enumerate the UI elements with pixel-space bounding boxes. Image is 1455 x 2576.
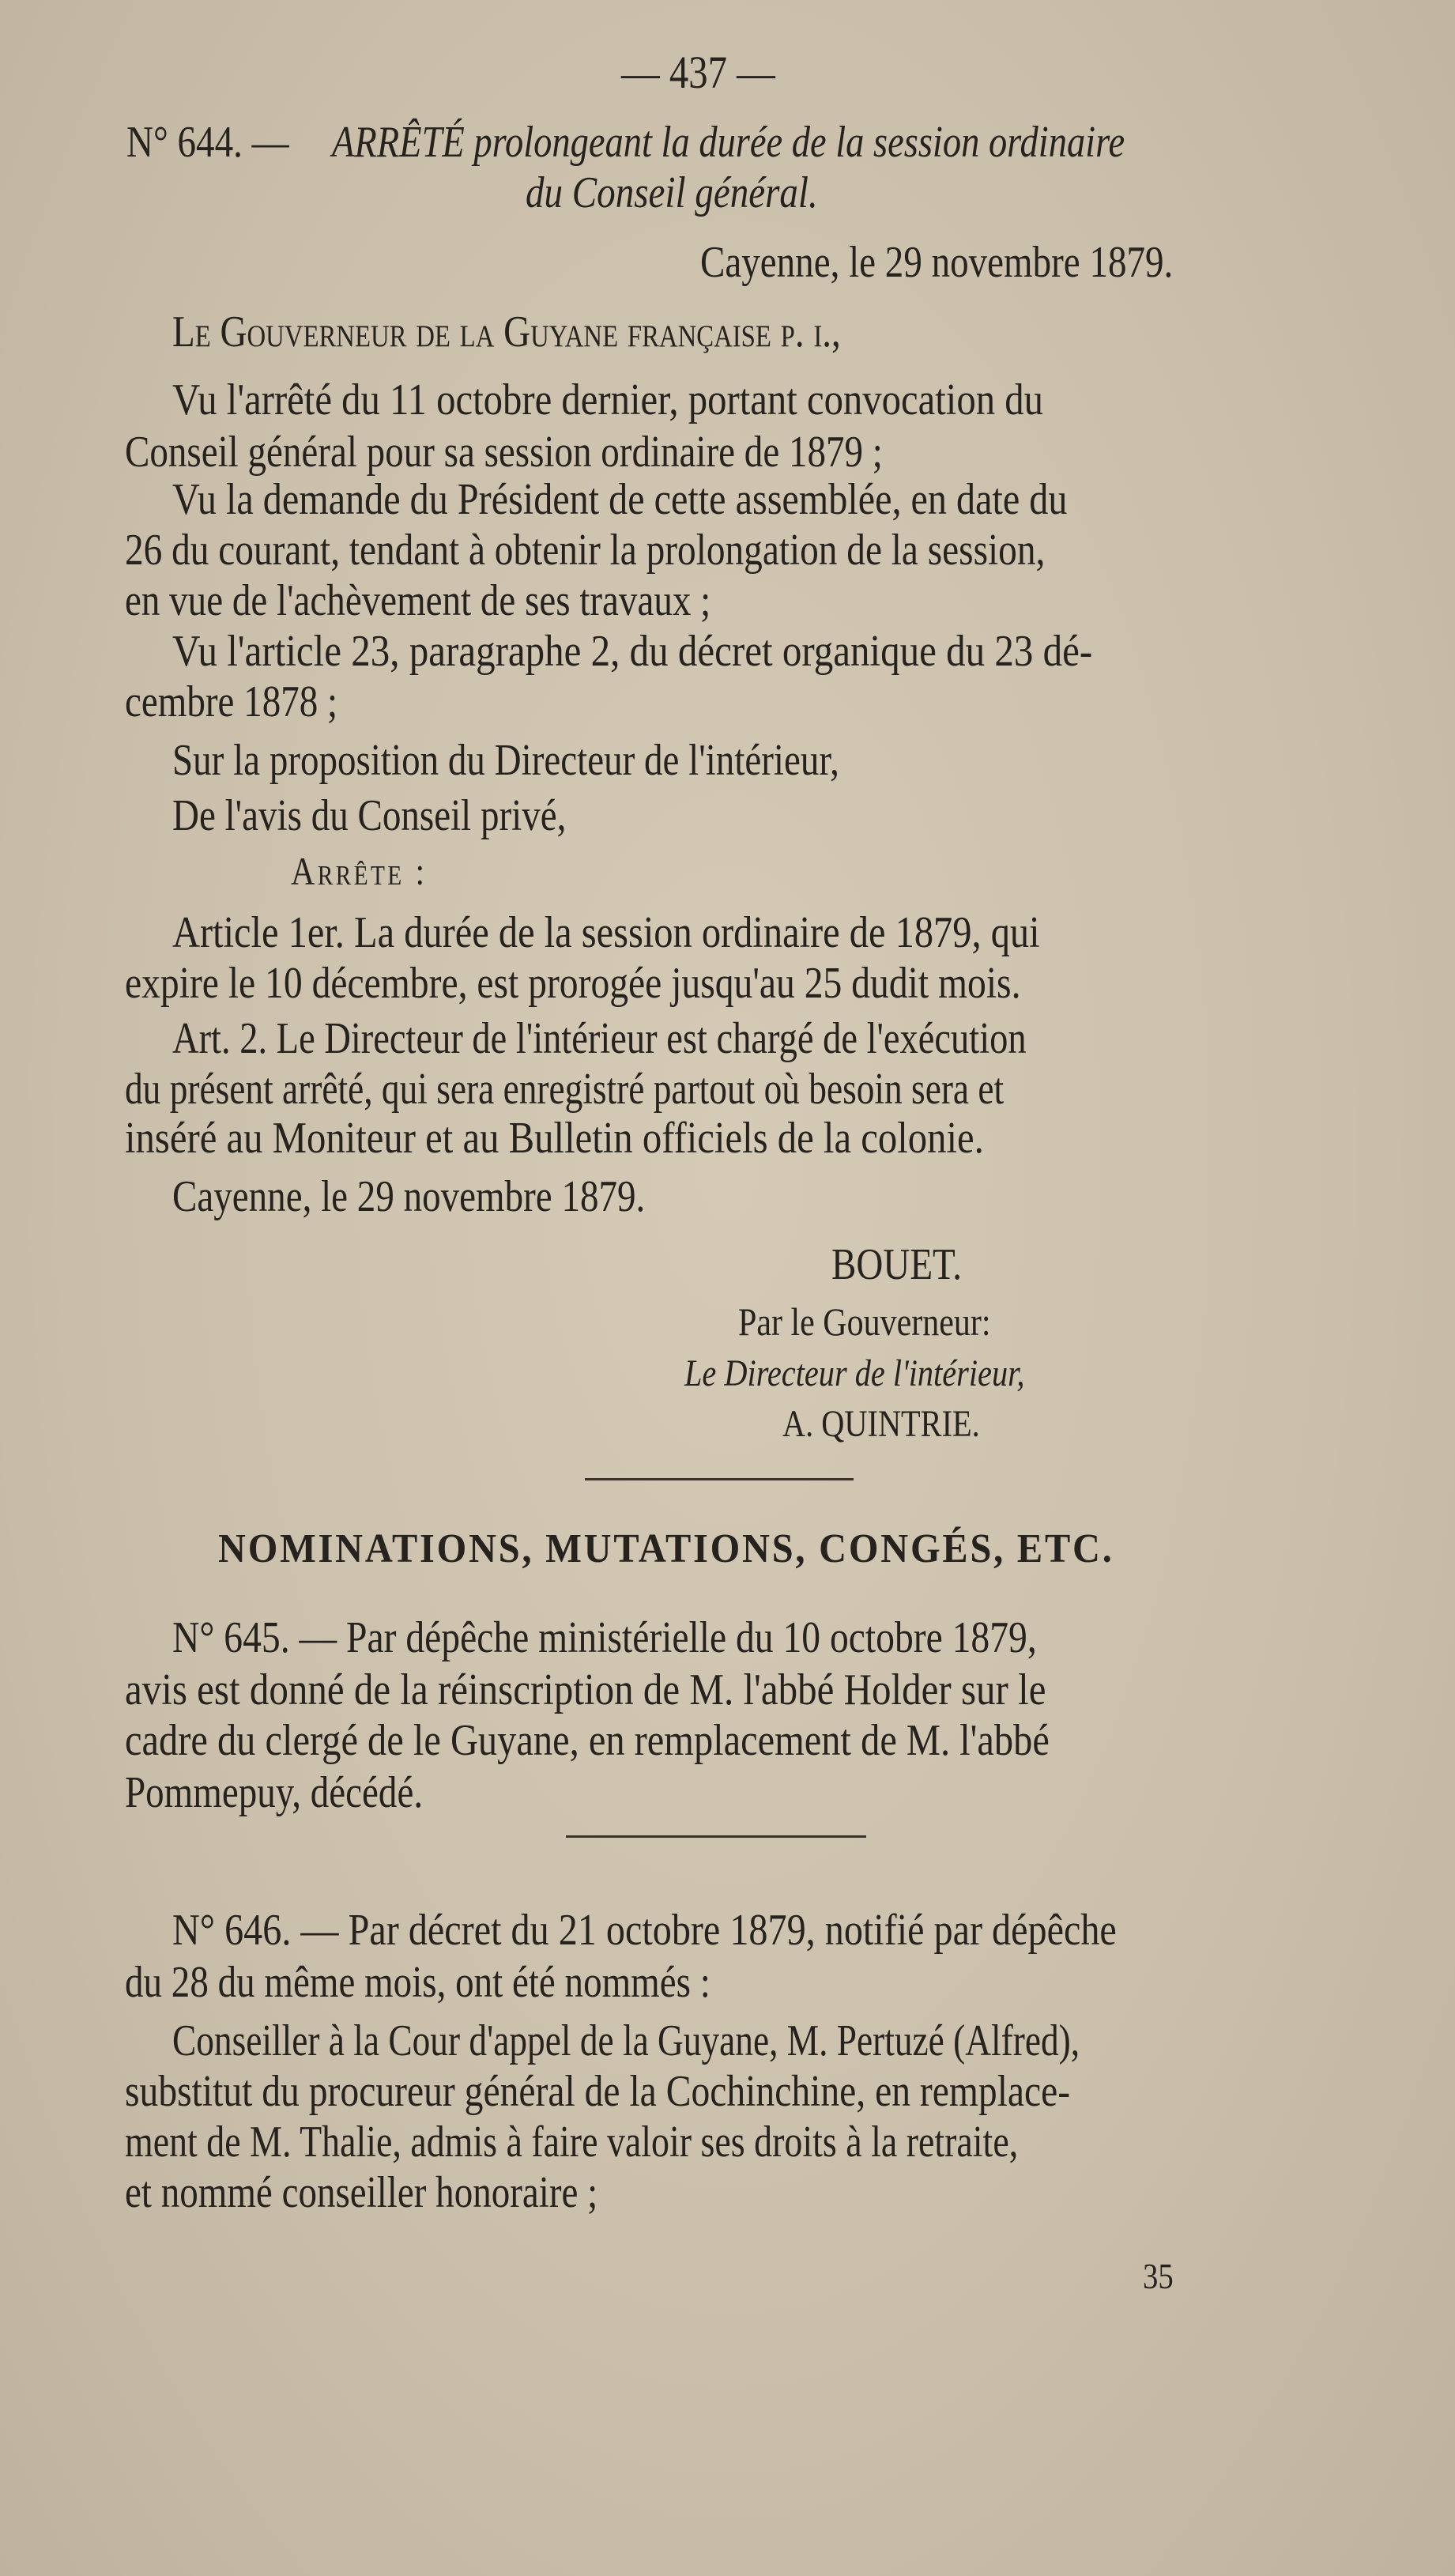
vu-line-5: en vue de l'achèvement de ses travaux ; — [125, 576, 711, 625]
signature: BOUET. — [831, 1240, 963, 1289]
arrete-title-line-1: ARRÊTÉ prolongeant la durée de la session ordinaire — [332, 118, 1125, 167]
n646-line-4: substitut du procureur général de la Cochinchine, en remplace- — [125, 2067, 1071, 2116]
arrete-number-text: N° 644. — — [126, 118, 289, 167]
section-divider-2 — [566, 1835, 866, 1838]
signature-mark: 35 — [1143, 2256, 1174, 2296]
vu-line-7: cembre 1878 ; — [125, 677, 338, 726]
n646-line-1: N° 646. — Par décret du 21 octobre 1879, notifié par dépêche — [172, 1906, 1117, 1955]
gouverneur-line: Le Gouverneur de la Guyane française p. i., — [172, 307, 841, 356]
n645-line-3: cadre du clergé de le Guyane, en remplacement de M. l'abbé — [125, 1716, 1050, 1765]
arrete-dateline: Cayenne, le 29 novembre 1879. — [700, 238, 1174, 287]
arrete-label: Arrête : — [291, 849, 428, 893]
n646-line-5: ment de M. Thalie, admis à faire valoir ses droits à la retraite, — [125, 2118, 1019, 2167]
n645-line-1: N° 645. — Par dépêche ministérielle du 10 octobre 1879, — [172, 1613, 1037, 1662]
article-line-5: inséré au Moniteur et au Bulletin officiels de la colonie. — [125, 1114, 984, 1163]
vu-line-9: De l'avis du Conseil privé, — [172, 791, 567, 840]
vu-line-1: Vu l'arrêté du 11 octobre dernier, portant convocation du — [172, 375, 1043, 424]
arrete-number — [126, 117, 289, 168]
n645-line-4: Pommepuy, décédé. — [125, 1768, 424, 1817]
page-number: — 437 — — [621, 47, 775, 98]
n646-line-3: Conseiller à la Cour d'appel de la Guyane, M. Pertuzé (Alfred), — [172, 2016, 1080, 2065]
article-line-2: expire le 10 décembre, est prorogée jusqu'au 25 dudit mois. — [125, 959, 1021, 1008]
n646-line-2: du 28 du même mois, ont été nommés : — [125, 1958, 711, 2007]
section-divider — [585, 1478, 854, 1480]
article-line-4: du présent arrêté, qui sera enregistré partout où besoin sera et — [125, 1065, 1005, 1114]
arrete-title-line-2: du Conseil général. — [526, 168, 818, 217]
vu-line-8: Sur la proposition du Directeur de l'intérieur, — [172, 736, 839, 785]
vu-line-6: Vu l'article 23, paragraphe 2, du décret organique du 23 dé- — [172, 627, 1093, 676]
directeur-name: A. QUINTRIE. — [782, 1403, 980, 1445]
article-line-1: Article 1er. La durée de la session ordinaire de 1879, qui — [172, 908, 1040, 957]
closing-date: Cayenne, le 29 novembre 1879. — [172, 1172, 646, 1221]
n646-line-6: et nommé conseiller honoraire ; — [125, 2168, 598, 2217]
vu-line-4: 26 du courant, tendant à obtenir la prolongation de la session, — [125, 526, 1046, 575]
section-heading: NOMINATIONS, MUTATIONS, CONGÉS, ETC. — [218, 1526, 1114, 1571]
directeur-title: Le Directeur de l'intérieur, — [684, 1352, 1025, 1394]
vu-line-3: Vu la demande du Président de cette assemblée, en date du — [172, 475, 1068, 524]
vu-line-2: Conseil général pour sa session ordinaire de 1879 ; — [125, 428, 883, 477]
par-gouverneur: Par le Gouverneur: — [738, 1299, 991, 1344]
article-line-3: Art. 2. Le Directeur de l'intérieur est chargé de l'exécution — [172, 1014, 1027, 1063]
n645-line-2: avis est donné de la réinscription de M. l'abbé Holder sur le — [125, 1665, 1046, 1714]
